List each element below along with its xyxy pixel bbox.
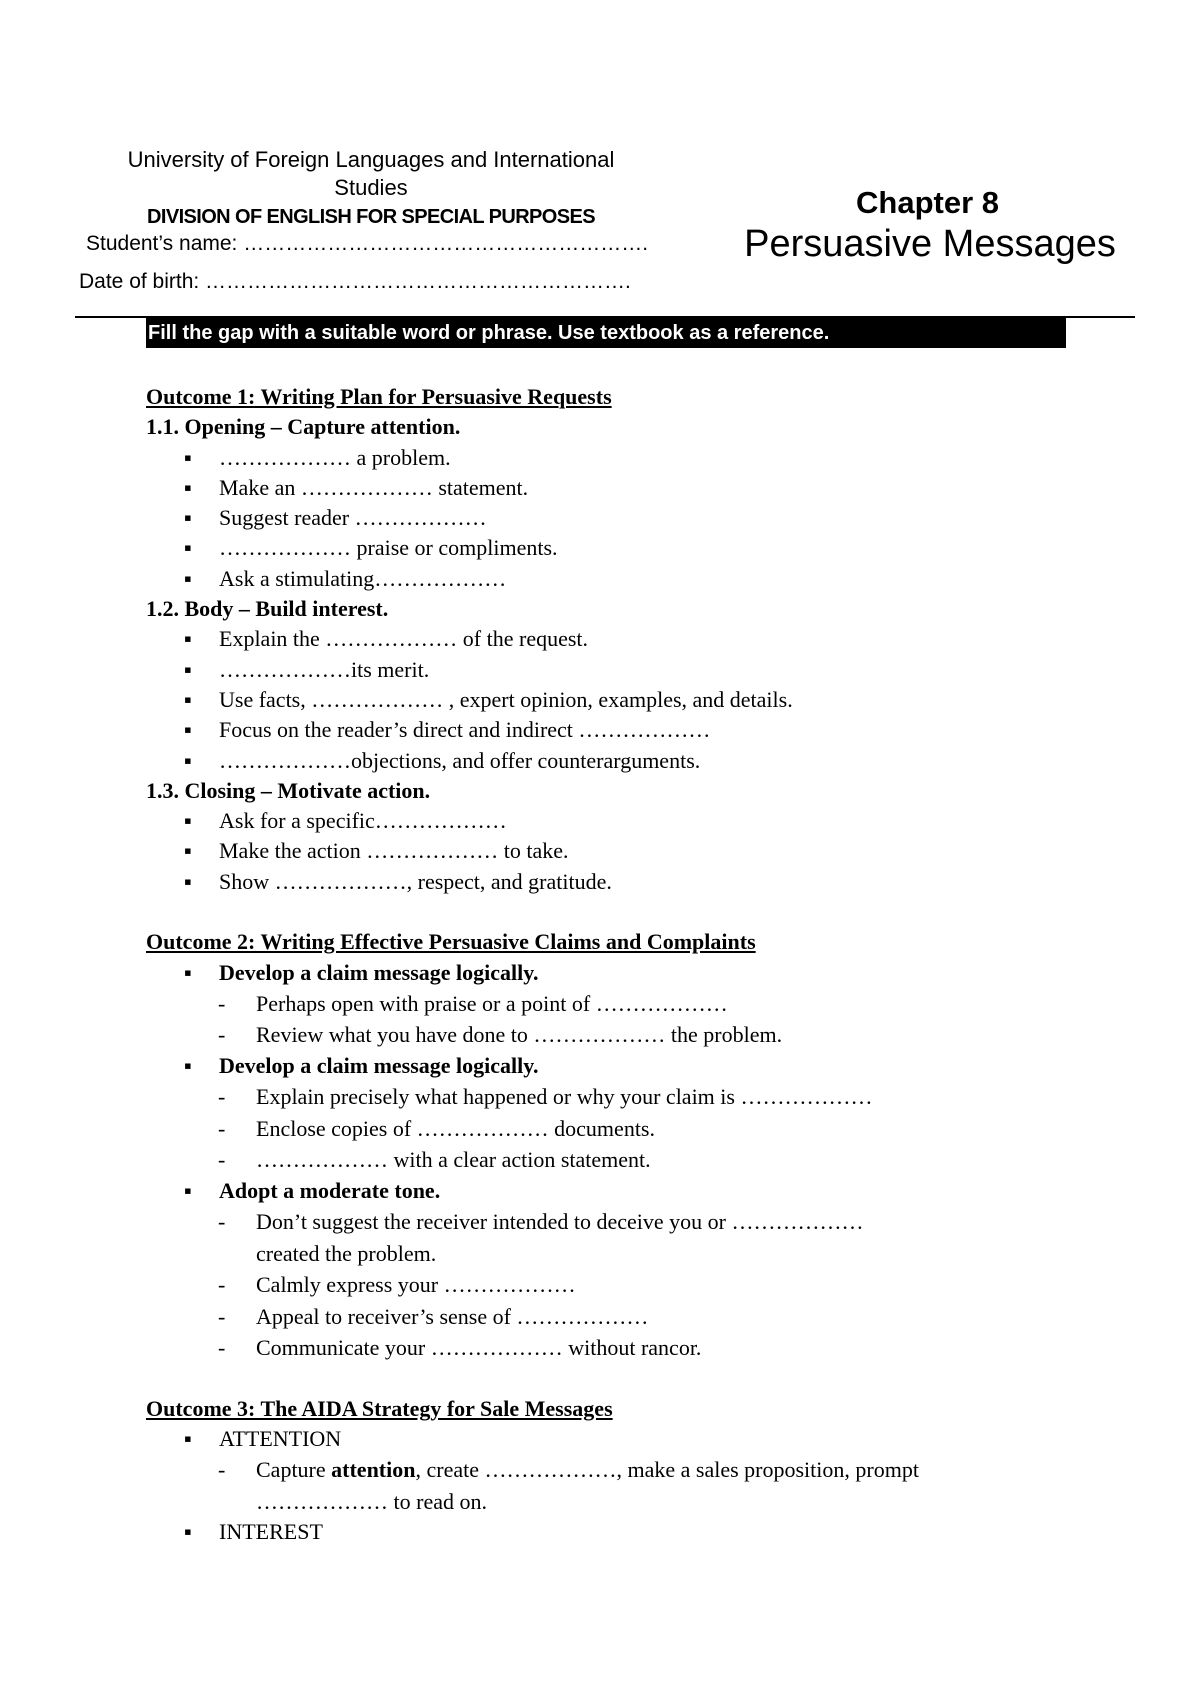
- division-name: DIVISION OF ENGLISH FOR SPECIAL PURPOSES: [147, 206, 595, 228]
- outcome1-heading: Outcome 1: Writing Plan for Persuasive Requests: [146, 384, 612, 409]
- header-left: [76, 146, 666, 293]
- instruction-banner: Fill the gap with a suitable word or phrase. Use textbook as a reference.: [146, 318, 1066, 348]
- list-item: - ……………… with a clear action statement.: [146, 1144, 1156, 1176]
- list-item: ▪ Explain the ……………… of the request.: [146, 624, 1156, 654]
- list-item: ▪ Make an ……………… statement.: [146, 473, 1156, 503]
- chapter-title-block: [700, 185, 1160, 266]
- list-item: ▪ Make the action ……………… to take.: [146, 836, 1156, 866]
- chapter-number: Chapter 8: [856, 185, 999, 220]
- university-name-line2: Studies: [334, 175, 408, 200]
- list-item-text-post: , create ………………, make a sales proposition, prompt: [415, 1457, 919, 1483]
- body-title: 1.2. Body – Build interest.: [146, 596, 389, 622]
- worksheet-content: [146, 382, 1156, 1548]
- list-item: ▪ ……………… a problem.: [146, 443, 1156, 473]
- list-item: ▪ Suggest reader ………………: [146, 503, 1156, 533]
- outcome3-heading: Outcome 3: The AIDA Strategy for Sale Messages: [146, 1395, 613, 1421]
- list-item: - Communicate your ……………… without rancor.: [146, 1332, 1156, 1364]
- list-item: - Explain precisely what happened or why your claim is ………………: [146, 1081, 1156, 1113]
- spacer: [146, 1364, 1156, 1394]
- claim-group-title: ▪ Develop a claim message logically.: [146, 958, 1156, 988]
- tone-group-title: ▪ Adopt a moderate tone.: [146, 1176, 1156, 1206]
- list-item: ▪ Focus on the reader’s direct and indirect ………………: [146, 715, 1156, 745]
- interest-title: ▪ INTEREST: [146, 1517, 1156, 1547]
- university-name-line1: University of Foreign Languages and International: [127, 147, 615, 172]
- student-name-field: Student’s name: ………………………………………………….: [86, 232, 649, 255]
- list-item: ▪ Ask for a specific………………: [146, 806, 1156, 836]
- list-item: - Enclose copies of ……………… documents.: [146, 1113, 1156, 1145]
- closing-title: 1.3. Closing – Motivate action.: [146, 777, 431, 803]
- claim-group-title: ▪ Develop a claim message logically.: [146, 1051, 1156, 1081]
- list-item: - Appeal to receiver’s sense of ………………: [146, 1301, 1156, 1333]
- list-item-continuation: ……………… to read on.: [256, 1488, 487, 1514]
- list-item: - Review what you have done to ……………… the problem.: [146, 1019, 1156, 1051]
- attention-title: ▪ ATTENTION: [146, 1424, 1156, 1454]
- list-item: - Perhaps open with praise or a point of ………………: [146, 988, 1156, 1020]
- list-item-continuation: created the problem.: [256, 1240, 437, 1266]
- opening-title: 1.1. Opening – Capture attention.: [146, 414, 461, 440]
- list-item: ▪ ……………… praise or compliments.: [146, 533, 1156, 563]
- list-item-text-bold: attention: [331, 1457, 416, 1483]
- outcome2-heading: Outcome 2: Writing Effective Persuasive Claims and Complaints: [146, 929, 756, 955]
- list-item: [146, 1454, 1156, 1517]
- date-of-birth-field: Date of birth: …………………………………………………….: [79, 270, 631, 293]
- list-item: ▪ Show ………………, respect, and gratitude.: [146, 867, 1156, 897]
- spacer: [146, 897, 1156, 927]
- list-item: [146, 1206, 1156, 1269]
- list-item: ▪ Ask a stimulating………………: [146, 564, 1156, 594]
- list-item-text-pre: Capture: [256, 1457, 332, 1483]
- list-item: ▪ ………………objections, and offer counterarguments.: [146, 746, 1156, 776]
- list-item: - Calmly express your ………………: [146, 1269, 1156, 1301]
- list-item-text: Don’t suggest the receiver intended to deceive you or ………………: [256, 1209, 864, 1235]
- chapter-topic: Persuasive Messages: [744, 223, 1116, 265]
- list-item: ▪ ………………its merit.: [146, 655, 1156, 685]
- list-item: ▪ Use facts, ……………… , expert opinion, examples, and details.: [146, 685, 1156, 715]
